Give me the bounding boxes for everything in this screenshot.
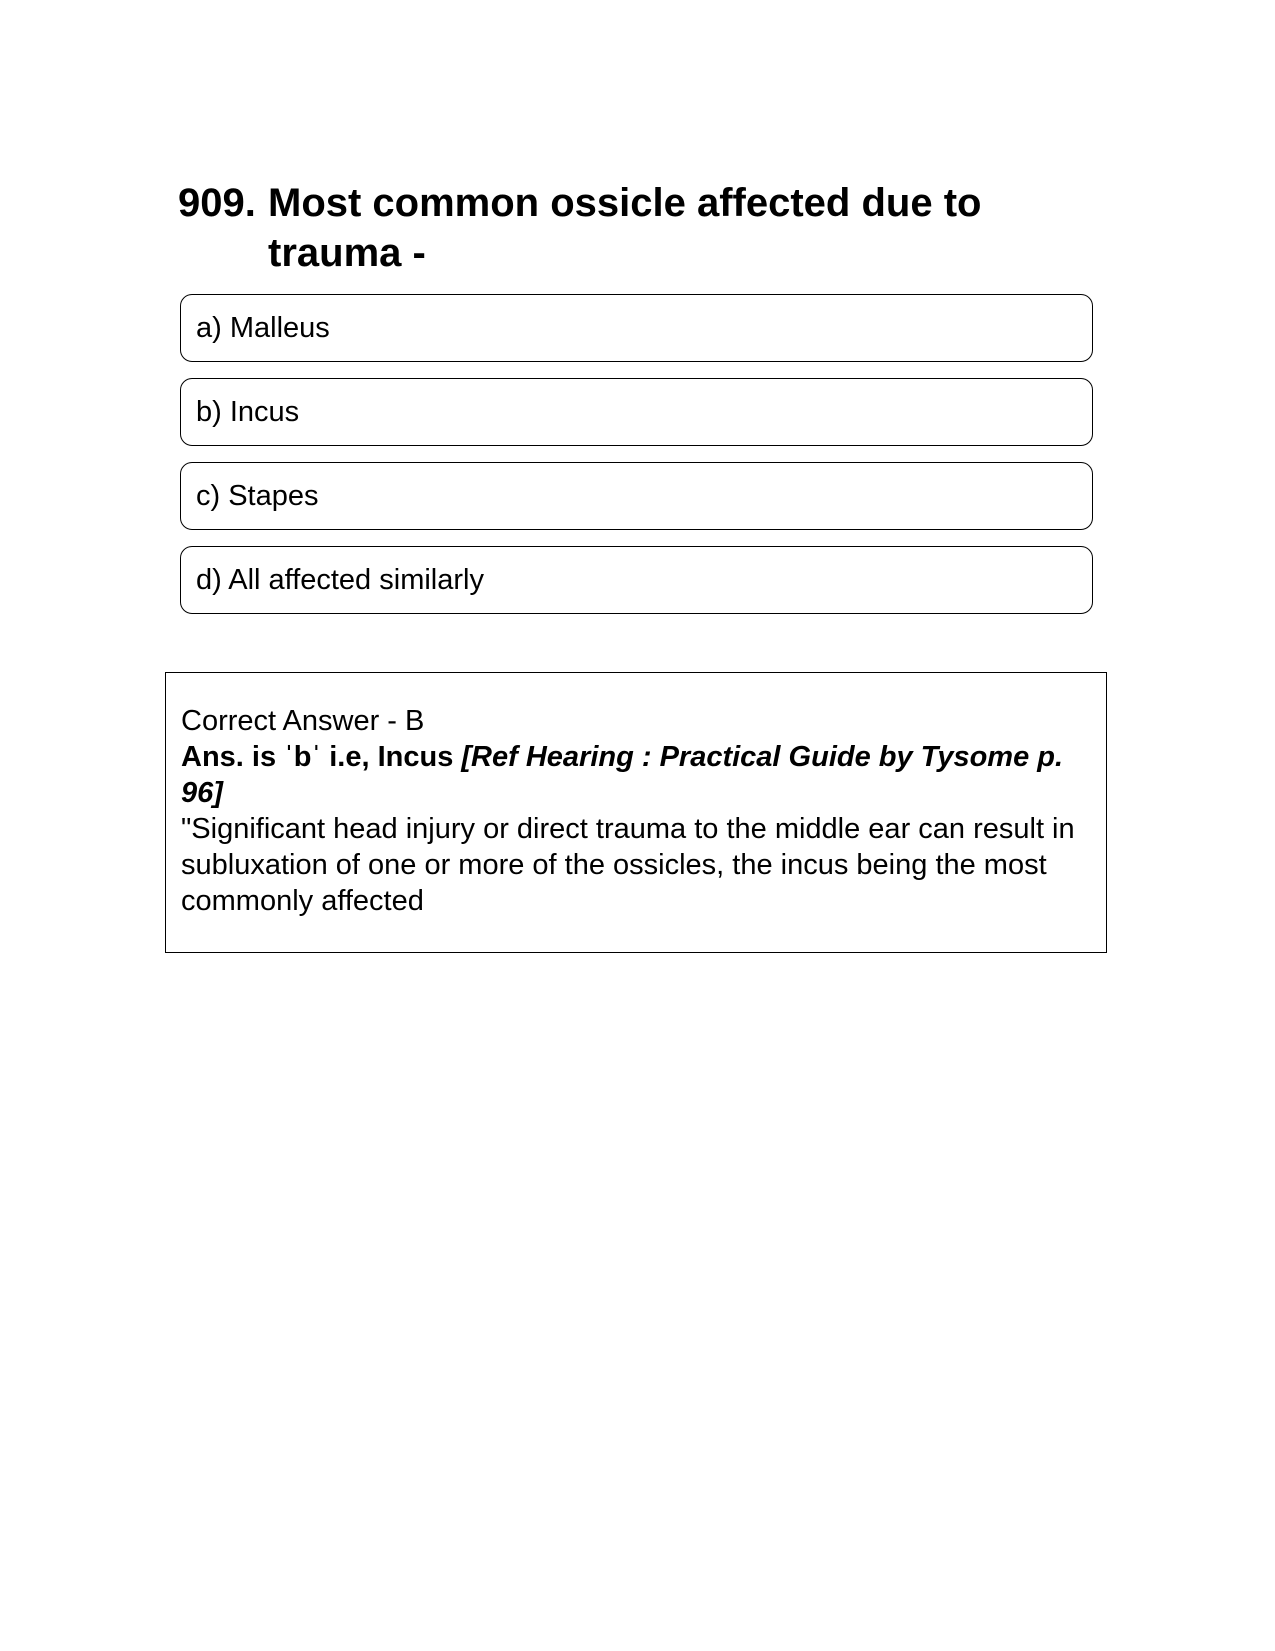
question-number: 909. (178, 181, 256, 225)
option-b[interactable] (180, 378, 1093, 446)
option-c-label: c) Stapes (196, 479, 319, 512)
option-b-label: b) Incus (196, 395, 300, 428)
answer-explanation-box (165, 672, 1107, 953)
option-a[interactable] (180, 294, 1093, 362)
answer-reference: [Ref Hearing : Practical Guide by Tysome p. 96] (181, 741, 1064, 809)
option-d-label: d) All affected similarly (196, 563, 484, 596)
question-heading (178, 178, 1108, 278)
answer-explanation: "Significant head injury or direct trauma to the middle ear can result in subluxation of one or more of the ossicles, the incus being the most commonly affected (181, 813, 1075, 917)
answer-prefix: Ans. is ˈbˈ i.e, Incus (181, 741, 462, 773)
question-text: Most common ossicle affected due to trauma - (268, 181, 982, 275)
correct-answer: Correct Answer - B (181, 705, 425, 737)
options-list (180, 294, 1093, 630)
option-d[interactable] (180, 546, 1093, 614)
answer-statement (181, 739, 1091, 811)
option-c[interactable] (180, 462, 1093, 530)
option-a-label: a) Malleus (196, 311, 330, 344)
